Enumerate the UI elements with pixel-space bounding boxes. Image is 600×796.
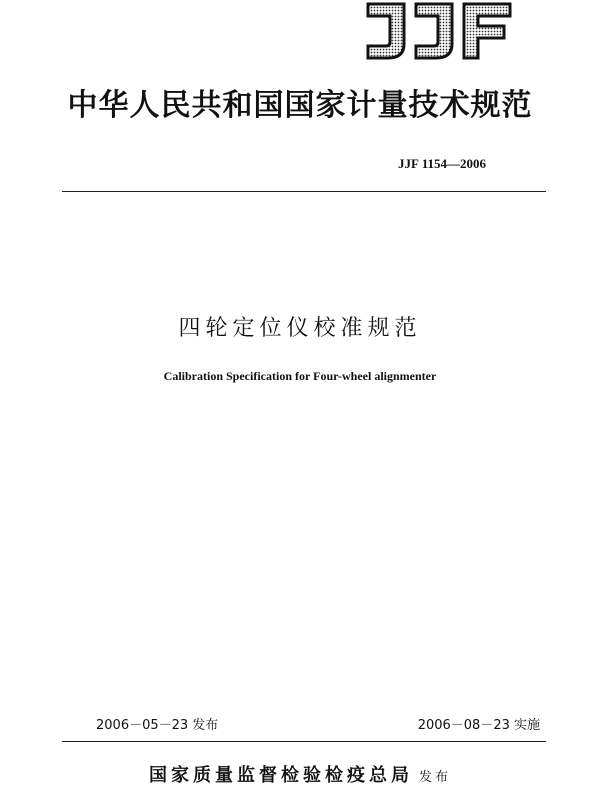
publisher-name: 国家质量监督检验检疫总局 (148, 765, 413, 786)
jjf-logo (364, 0, 514, 62)
document-title: 四轮定位仪校准规范 (178, 316, 422, 341)
header-divider (62, 191, 546, 192)
standard-code: JJF 1154—2006 (398, 156, 486, 171)
publisher-action: 发布 (418, 770, 451, 785)
main-title: 中华人民共和国国家计量技术规范 (67, 88, 533, 123)
document-subtitle-english: Calibration Specification for Four-wheel alignmenter (163, 369, 437, 383)
footer-divider (62, 741, 546, 742)
issue-date: 2006－05－23 发布 (96, 718, 219, 733)
publisher-line (0, 764, 600, 790)
effective-date: 2006－08－23 实施 (417, 718, 540, 733)
